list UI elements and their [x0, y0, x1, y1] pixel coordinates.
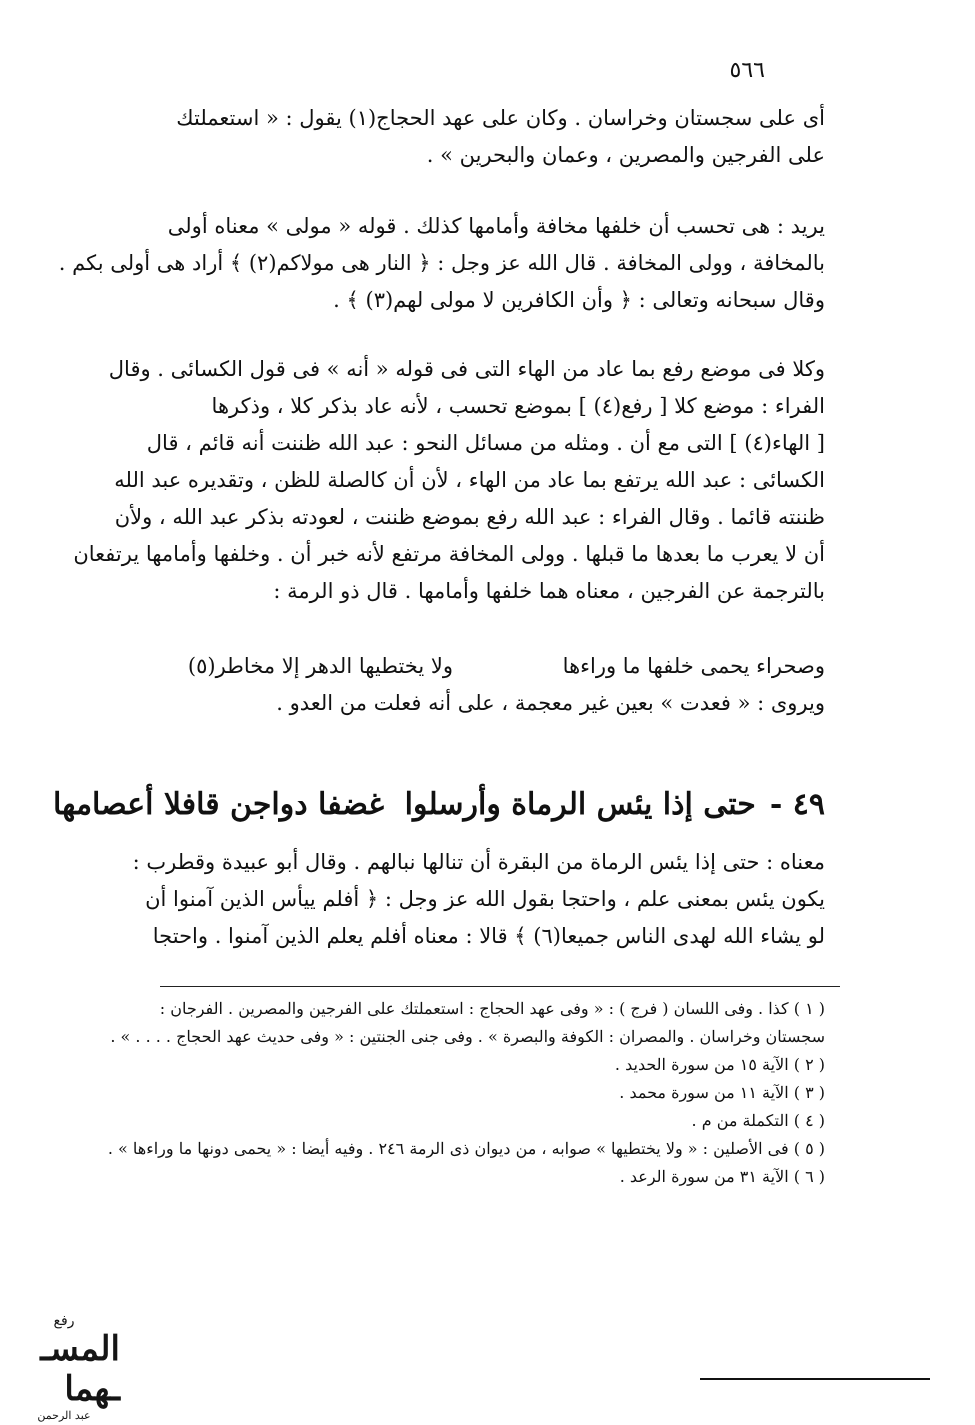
- poem-line-heading: [53, 780, 825, 830]
- text-line: بالمخافة ، وولى المخافة . قال الله عز وجل : ﴿ النار هى مولاكم(٢) ﴾ أراد هى أولى بكم .: [58, 251, 825, 275]
- text-line: معناه : حتى إذا يئس الرماة من البقرة أن تنالها نبالهم . وقال أبو عبيدة وقطرب :: [132, 850, 825, 874]
- footnote-line: ( ٦ ) الآية ٣١ من سورة الرعد .: [619, 1167, 825, 1186]
- text-line: يريد : هى تحسب أن خلفها مخافة وأمامها كذلك . قوله « مولى » معناه أولى: [167, 214, 825, 238]
- text-line: بالترجمة عن الفرجين ، معناه هما خلفها وأمامها . قال ذو الرمة :: [273, 579, 825, 603]
- stamp-sub-text: عبد الرحمن: [37, 1409, 91, 1422]
- footnote-divider: [160, 986, 840, 987]
- text-line: الكسائى : عبد الله يرتفع بما عاد من الهاء ، لأن أن كالصلة للظن ، وتقديره عبد الله: [114, 468, 825, 492]
- text-line: أن لا يعرب ما بعدها ما قبلها . وولى المخافة مرتفع لأنه خبر أن . وخلفها وأمامها يرتفعان: [73, 542, 825, 566]
- paragraph-3: [53, 351, 825, 610]
- verse-row: [53, 648, 825, 685]
- poem-first-half-group: [405, 780, 825, 830]
- text-line: لو يشاء الله لهدى الناس جميعا(٦) ﴾ قالا : معناه أفلم يعلم الذين آمنوا . واحتجا: [152, 924, 825, 948]
- text-line: على الفرجين والمصرين ، وعمان والبحرين » .: [426, 143, 825, 167]
- quoted-verse: [53, 648, 825, 722]
- footnote-line: ( ٣ ) الآية ١١ من سورة محمد .: [619, 1083, 825, 1102]
- text-line: الفراء : موضع كلا [ رفع(٤) ] بموضع تحسب ، لأنه عاد بذكر كلا ، وذكرها: [211, 394, 825, 418]
- paragraph-4: [53, 844, 825, 955]
- text-line: وكلا فى موضع رفع بما عاد من الهاء التى فى قوله « أنه » فى قول الكسائى . وقال: [108, 357, 825, 381]
- verse-first-hemistich: وصحراء يحمى خلفها ما وراءها: [562, 654, 825, 678]
- page-number: ٥٦٦: [729, 58, 765, 83]
- paragraph-2: [53, 208, 825, 319]
- text-line: [ الهاء(٤) ] التى مع أن . ومثله من مسائل النحو : عبد الله ظننت أنه قائم ، قال: [146, 431, 825, 455]
- footnote-line: ( ٤ ) التكملة من م .: [691, 1111, 825, 1130]
- footnotes: [35, 995, 825, 1191]
- footnote-line: ( ٥ ) فى الأصلين : « ولا يختطيها » صوابه ، من ديوان ذى الرمة ٢٤٦ . وفيه أيضا : « يحمى دونها ما وراءها » .: [107, 1139, 825, 1158]
- poem-first-half: حتى إذا يئس الرماة وأرسلوا: [404, 787, 756, 822]
- verse-second-hemistich: ولا يختطيها الدهر إلا مخاطر(٥): [187, 654, 453, 678]
- footnote-line: ( ٢ ) الآية ١٥ من سورة الحديد .: [614, 1055, 825, 1074]
- stamp-main-text: المسـ ـهما: [40, 1329, 120, 1409]
- poem-line-number: ٤٩ -: [769, 787, 825, 822]
- stamp-top-text: رفع: [53, 1313, 75, 1329]
- bottom-divider: [700, 1378, 930, 1380]
- verse-note-row: [53, 685, 825, 722]
- poem-second-half: غضفا دواجن قافلا أعصامها: [53, 787, 385, 822]
- text-line: وقال سبحانه وتعالى : ﴿ وأن الكافرين لا مولى لهم(٣) ﴾ .: [333, 288, 825, 312]
- text-line: يكون يئس بمعنى علم ، واحتجا بقول الله عز وجل : ﴿ أفلم ييأس الذين آمنوا أن: [145, 887, 825, 911]
- verse-note: ويروى : « فعدت » بعين غير معجمة ، على أنه فعلت من العدو .: [276, 691, 825, 715]
- footnote-line: ( ١ ) كذا . وفى اللسان ( فرج ) : « وفى عهد الحجاج : استعملتك على الفرجين والمصرين . الفرجان :: [159, 999, 825, 1018]
- text-line: ظننته قائما . وقال الفراء : عبد الله رفع بموضع ظننت ، لعودته بذكر عبد الله ، ولأن: [114, 505, 825, 529]
- paragraph-1: [53, 100, 825, 174]
- footnote-line: سجستان وخراسان . والمصران : الكوفة والبصرة » . وفى جنى الجنتين : « وفى حديث عهد الحجاج . . . . » .: [110, 1027, 825, 1046]
- text-line: أى على سجستان وخراسان . وكان على عهد الحجاج(١) يقول : « استعملتك: [176, 106, 825, 130]
- library-stamp-logo: [8, 1313, 120, 1422]
